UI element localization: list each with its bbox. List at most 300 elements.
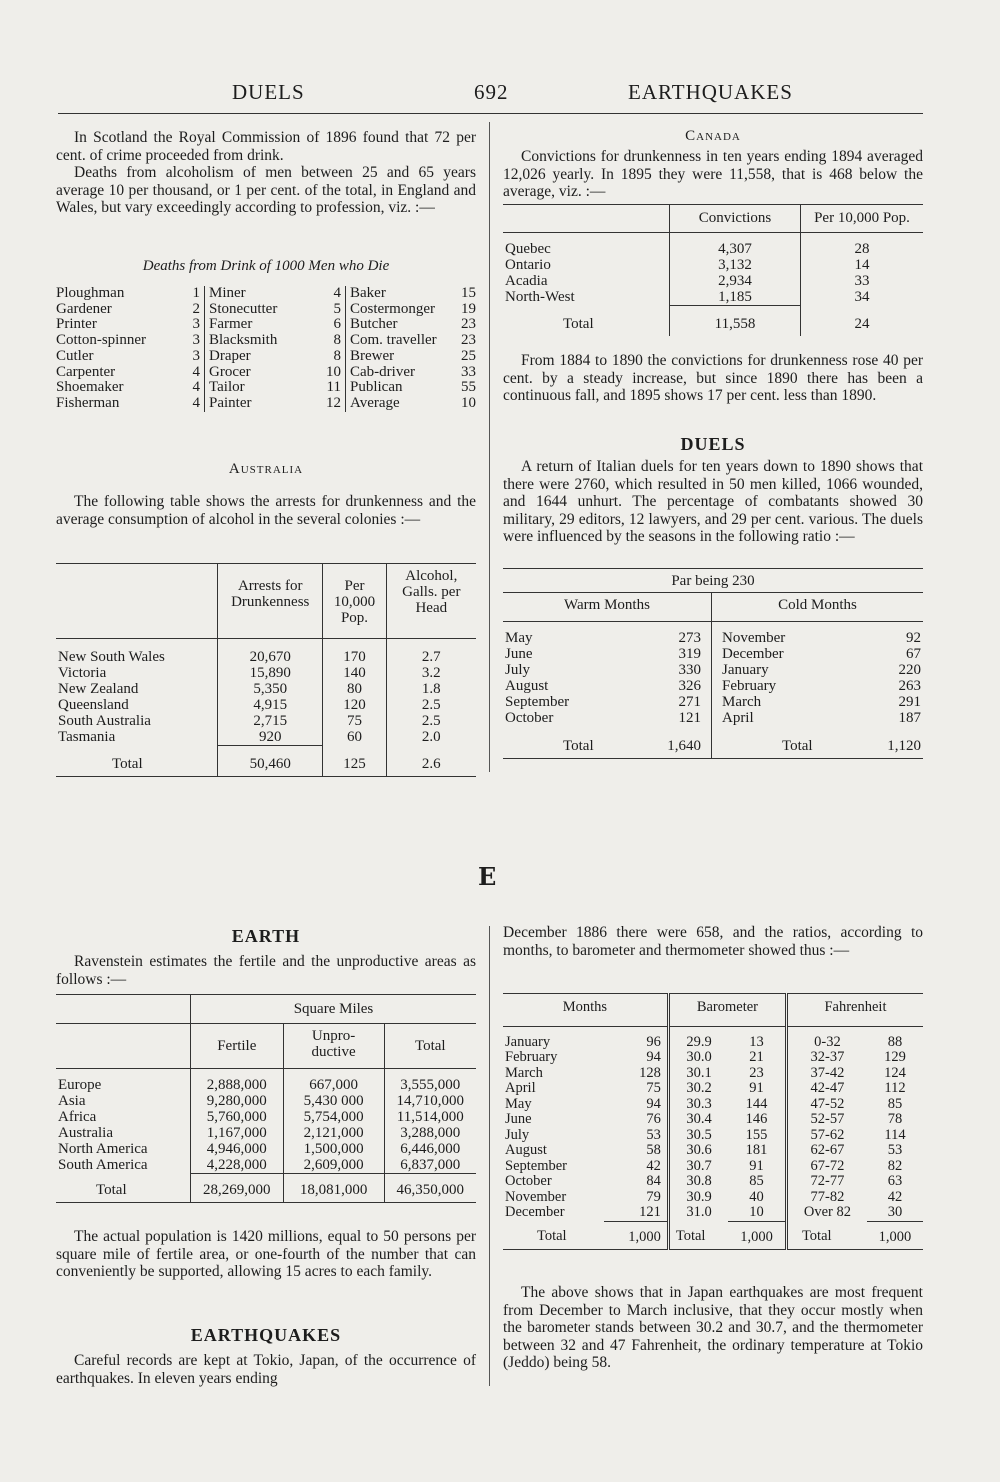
eq-fahrenheit: 37-42	[786, 1066, 866, 1082]
eq-month: February	[505, 1049, 558, 1065]
deaths-row	[209, 380, 341, 396]
deaths-occupation: Average	[350, 394, 400, 411]
canada-per10000: 34	[801, 289, 924, 306]
eq-fahrenheit: 67-72	[786, 1159, 866, 1175]
deaths-row	[56, 317, 200, 333]
eq-month-count: 53	[646, 1126, 661, 1143]
deaths-occupation: Printer	[56, 316, 97, 333]
duels-cold-month: December	[711, 646, 866, 662]
aus-total-label: Total	[112, 755, 143, 772]
earth-fertile: 9,280,000	[191, 1093, 284, 1109]
deaths-row	[56, 333, 200, 349]
canada-after	[503, 352, 923, 405]
earthquakes-cont	[503, 924, 923, 959]
earth-fertile: 4,946,000	[191, 1141, 284, 1157]
deaths-value: 4	[192, 363, 200, 380]
deaths-column	[204, 286, 345, 412]
deaths-occupation: Publican	[350, 379, 403, 396]
earth-col-unproductive: Unpro-ductive	[283, 1024, 384, 1069]
eq-month: January	[505, 1033, 551, 1050]
deaths-value: 8	[333, 347, 341, 364]
eq-barometer: 30.1	[668, 1066, 728, 1082]
eq-total-baro: 1,000	[728, 1221, 786, 1250]
eq-fahrenheit: 0-32	[786, 1026, 866, 1050]
aus-per10000: 60	[323, 729, 386, 746]
aus-row	[56, 639, 476, 666]
deaths-value: 4	[333, 285, 341, 301]
deaths-row	[56, 380, 200, 396]
aus-colony: South Australia	[58, 713, 151, 729]
eq-fahrenheit: 72-77	[786, 1174, 866, 1190]
eq-barometer-count: 144	[745, 1095, 768, 1112]
eq-month-count: 128	[639, 1064, 661, 1081]
eq-barometer: 30.5	[668, 1128, 728, 1144]
deaths-row	[350, 286, 476, 302]
duels-warm: Warm Months	[564, 597, 650, 613]
eq-fahrenheit: 52-57	[786, 1112, 866, 1128]
earth-intro	[56, 953, 476, 988]
deaths-value: 23	[461, 332, 476, 349]
duels-heading: DUELS	[680, 434, 746, 454]
earth-continent: Europe	[58, 1077, 102, 1093]
canada-heading: Canada	[685, 128, 741, 144]
eq-total-label-baro: Total	[668, 1221, 728, 1250]
earthquakes-text-body: Careful records are kept at Tokio, Japan, of the occurrence of earthquakes. In eleven years ending	[56, 1352, 476, 1387]
canada-province: Ontario	[505, 257, 551, 273]
canada-per10000: 28	[801, 233, 924, 258]
eq-total-label-months: Total	[537, 1228, 567, 1244]
aus-row	[56, 681, 476, 697]
page-number: 692	[474, 80, 509, 104]
deaths-occupation: Butcher	[350, 316, 398, 333]
duels-total-warm: 1,640	[667, 738, 701, 754]
deaths-row	[209, 365, 341, 381]
earth-total: 3,555,000	[384, 1069, 476, 1094]
deaths-occupation: Painter	[209, 394, 252, 411]
earth-unproductive: 5,754,000	[283, 1109, 384, 1125]
eq-month-count: 42	[646, 1157, 661, 1174]
eq-fahrenheit-count: 129	[884, 1049, 906, 1065]
eq-barometer: 29.9	[668, 1026, 728, 1050]
eq-month: December	[505, 1204, 565, 1220]
deaths-value: 12	[326, 394, 341, 411]
earth-group: Square Miles	[191, 995, 477, 1024]
deaths-value: 11	[326, 379, 341, 396]
deaths-occupation: Grocer	[209, 363, 251, 380]
deaths-occupation: Com. traveller	[350, 332, 437, 349]
deaths-value: 55	[461, 379, 476, 396]
earth-heading: EARTH	[231, 926, 301, 946]
earth-continent: Asia	[58, 1093, 86, 1109]
canada-convictions: 3,132	[670, 257, 801, 273]
deaths-row	[350, 380, 476, 396]
aus-row	[56, 665, 476, 681]
canada-convictions: 1,185	[670, 289, 801, 306]
canada-row	[503, 289, 923, 306]
earth-continent: Africa	[58, 1109, 97, 1125]
duels-row	[503, 694, 923, 710]
aus-arrests: 5,350	[218, 681, 323, 697]
deaths-value: 1	[192, 285, 200, 301]
deaths-occupation: Cutler	[56, 347, 94, 364]
aus-alcohol: 3.2	[386, 665, 476, 681]
aus-alcohol: 1.8	[386, 681, 476, 697]
aus-col-alcohol: Alcohol, Galls. per Head	[386, 564, 476, 639]
eq-barometer-count: 181	[745, 1142, 768, 1158]
eq-row	[503, 1128, 923, 1144]
deaths-occupation: Shoemaker	[56, 379, 124, 396]
deaths-occupation: Costermonger	[350, 300, 435, 317]
duels-warm-month: June	[505, 646, 533, 662]
eq-month: November	[505, 1188, 567, 1205]
eq-fahrenheit: 57-62	[786, 1128, 866, 1144]
eq-total-fahr: 1,000	[867, 1221, 923, 1250]
deaths-row	[56, 349, 200, 365]
canada-total-row	[503, 306, 923, 337]
duels-total-row	[503, 726, 923, 759]
duels-warm-value: 273	[678, 630, 701, 646]
earth-unproductive: 5,430 000	[283, 1093, 384, 1109]
earth-unproductive: 667,000	[283, 1069, 384, 1094]
australia-intro	[56, 493, 476, 528]
aus-arrests: 15,890	[218, 665, 323, 681]
earth-row	[56, 1125, 476, 1141]
earth-table	[56, 994, 476, 1203]
earth-total: 6,446,000	[384, 1141, 476, 1157]
earth-total: 11,514,000	[384, 1109, 476, 1125]
duels-cold: Cold Months	[711, 593, 923, 622]
eq-barometer-count: 21	[749, 1049, 764, 1065]
duels-cold-month: April	[711, 710, 866, 726]
eq-fahrenheit-count: 42	[887, 1188, 903, 1205]
deaths-value: 4	[192, 394, 200, 411]
deaths-value: 25	[461, 347, 476, 364]
deaths-value: 10	[326, 363, 341, 380]
eq-barometer: 30.7	[668, 1159, 728, 1175]
eq-month-count: 94	[646, 1095, 661, 1112]
eq-barometer: 30.2	[668, 1081, 728, 1097]
column-divider-bottom	[489, 926, 490, 1386]
eq-fahrenheit-count: 114	[884, 1126, 906, 1143]
eq-col-months: Months	[562, 999, 608, 1015]
duels-text	[503, 458, 923, 546]
canada-total-convictions: 11,558	[670, 306, 801, 337]
canada-row	[503, 233, 923, 258]
eq-month: September	[505, 1157, 568, 1174]
aus-colony: New Zealand	[58, 681, 139, 697]
earthquakes-cont-text: December 1886 there were 658, and the ratios, according to months, to barometer and thermometer showed thus :—	[503, 924, 923, 959]
earth-continent: Australia	[58, 1125, 113, 1141]
deaths-row	[56, 365, 200, 381]
deaths-title: Deaths from Drink of 1000 Men who Die	[142, 258, 390, 274]
eq-row	[503, 1190, 923, 1206]
eq-barometer-count: 146	[745, 1111, 768, 1127]
earth-continent: North America	[58, 1141, 148, 1157]
earth-fertile: 1,167,000	[191, 1125, 284, 1141]
deaths-row	[56, 286, 200, 302]
earth-after	[56, 1228, 476, 1281]
duels-row	[503, 622, 923, 647]
eq-fahrenheit: 62-67	[786, 1143, 866, 1159]
duels-warm-value: 319	[678, 646, 701, 662]
header-rule	[58, 113, 923, 114]
eq-barometer-count: 91	[749, 1157, 764, 1174]
eq-row	[503, 1050, 923, 1066]
deaths-value: 4	[192, 379, 200, 396]
canada-total-label: Total	[563, 315, 594, 332]
earth-fertile: 2,888,000	[191, 1069, 284, 1094]
earth-fertile: 4,228,000	[191, 1157, 284, 1174]
aus-arrests: 2,715	[218, 713, 323, 729]
earth-total-unproductive: 18,081,000	[283, 1174, 384, 1203]
earth-unproductive: 1,500,000	[283, 1141, 384, 1157]
aus-row	[56, 697, 476, 713]
eq-month: October	[505, 1173, 552, 1189]
aus-total-arrests: 50,460	[218, 746, 323, 777]
aus-arrests: 920	[218, 729, 323, 746]
eq-month: May	[505, 1095, 532, 1112]
earth-total: 14,710,000	[384, 1093, 476, 1109]
deaths-row	[209, 349, 341, 365]
earth-after-text: The actual population is 1420 millions, equal to 50 persons per square mile of fertile area, or one-fourth of the number that can conveniently be supported, allowing 15 acres to each family.	[56, 1228, 476, 1280]
deaths-occupation: Stonecutter	[209, 300, 278, 317]
deaths-occupation: Carpenter	[56, 363, 116, 380]
deaths-column	[345, 286, 480, 412]
eq-month: March	[505, 1064, 543, 1081]
deaths-occupation: Ploughman	[56, 285, 125, 301]
canada-after-text: From 1884 to 1890 the convictions for drunkenness rose 40 per cent. by a steady increase, but since 1890 there has been a continuous fall, and 1895 shows 17 per cent. less than 1890.	[503, 352, 923, 404]
deaths-row	[209, 333, 341, 349]
aus-alcohol: 2.0	[386, 729, 476, 746]
eq-fahrenheit: 47-52	[786, 1097, 866, 1113]
duels-cold-month: November	[711, 622, 866, 647]
canada-intro-text: Convictions for drunkenness in ten years ending 1894 averaged 12,026 yearly. In 1895 they were 11,558, that is 468 below the average, viz. :—	[503, 148, 923, 200]
aus-colony: New South Wales	[58, 649, 165, 665]
earth-col-fertile: Fertile	[191, 1024, 284, 1069]
deaths-value: 6	[333, 316, 341, 333]
eq-barometer-count: 155	[745, 1126, 768, 1143]
earthquakes-table	[503, 993, 923, 1250]
aus-colony: Victoria	[58, 665, 107, 681]
duels-cold-month: January	[711, 662, 866, 678]
eq-row	[503, 1205, 923, 1221]
earth-unproductive: 2,121,000	[283, 1125, 384, 1141]
eq-fahrenheit-count: 63	[887, 1173, 903, 1189]
deaths-occupation: Cotton-spinner	[56, 332, 146, 349]
deaths-column	[56, 286, 204, 412]
deaths-row	[350, 349, 476, 365]
aus-per10000: 80	[323, 681, 386, 697]
aus-alcohol: 2.7	[386, 639, 476, 666]
duels-cold-value: 220	[898, 662, 921, 678]
eq-row	[503, 1159, 923, 1175]
earth-row	[56, 1093, 476, 1109]
deaths-value: 15	[461, 285, 476, 301]
duels-cold-value: 291	[898, 694, 921, 710]
duels-warm-month: October	[505, 710, 554, 726]
deaths-row	[209, 286, 341, 302]
deaths-occupation: Fisherman	[56, 394, 120, 411]
eq-row	[503, 1081, 923, 1097]
deaths-row	[209, 396, 341, 412]
earth-row	[56, 1157, 476, 1174]
eq-fahrenheit-count: 85	[887, 1095, 903, 1112]
earth-total-fertile: 28,269,000	[191, 1174, 284, 1203]
deaths-occupation: Tailor	[209, 379, 245, 396]
deaths-occupation: Brewer	[350, 347, 395, 364]
eq-month: August	[505, 1142, 547, 1158]
eq-month: July	[505, 1126, 530, 1143]
duels-warm-month: August	[505, 678, 549, 694]
eq-fahrenheit-count: 30	[887, 1204, 903, 1220]
aus-per10000: 170	[323, 639, 386, 666]
deaths-occupation: Blacksmith	[209, 332, 278, 349]
duels-cold-value: 187	[898, 710, 921, 726]
alcoholism-paragraph: Deaths from alcoholism of men between 25 and 65 years average 10 per thousand, or 1 per cent. of the total, in England and Wales, but vary exceedingly according to profession, viz. :—	[56, 164, 476, 216]
deaths-occupation: Baker	[350, 285, 386, 301]
eq-month-count: 76	[646, 1111, 661, 1127]
left-column-top	[56, 129, 476, 217]
aus-per10000: 140	[323, 665, 386, 681]
earth-fertile: 5,760,000	[191, 1109, 284, 1125]
canada-province: Quebec	[505, 241, 551, 257]
earth-unproductive: 2,609,000	[283, 1157, 384, 1174]
eq-fahrenheit-count: 124	[884, 1064, 906, 1081]
duels-par: Par being 230	[671, 573, 755, 589]
deaths-table	[56, 286, 480, 412]
eq-barometer-count: 91	[749, 1080, 764, 1096]
canada-convictions: 4,307	[670, 233, 801, 258]
aus-alcohol: 2.5	[386, 713, 476, 729]
aus-col-per10000: Per 10,000 Pop.	[323, 564, 386, 639]
aus-row	[56, 713, 476, 729]
eq-month: June	[505, 1111, 532, 1127]
duels-row	[503, 646, 923, 662]
eq-month-count: 75	[646, 1080, 661, 1096]
eq-month-count: 121	[639, 1204, 661, 1220]
deaths-row	[350, 317, 476, 333]
canada-total-per10000: 24	[801, 306, 924, 337]
deaths-value: 8	[333, 332, 341, 349]
eq-month-count: 58	[646, 1142, 661, 1158]
earth-row	[56, 1109, 476, 1125]
eq-fahrenheit: 32-37	[786, 1050, 866, 1066]
canada-province: Acadia	[505, 273, 548, 289]
canada-col-per10000: Per 10,000 Pop.	[801, 205, 924, 233]
earth-total-label: Total	[96, 1181, 127, 1198]
eq-row	[503, 1143, 923, 1159]
earth-continent: South America	[58, 1157, 148, 1173]
eq-col-fahrenheit: Fahrenheit	[786, 994, 923, 1027]
canada-row	[503, 273, 923, 289]
duels-cold-value: 92	[906, 630, 921, 646]
scotland-paragraph: In Scotland the Royal Commission of 1896 found that 72 per cent. of crime proceeded from drink.	[56, 129, 476, 164]
duels-warm-value: 271	[678, 694, 701, 710]
earthquakes-heading: EARTHQUAKES	[190, 1325, 342, 1345]
earth-total: 6,837,000	[384, 1157, 476, 1174]
deaths-value: 3	[192, 347, 200, 364]
aus-col-arrests: Arrests for Drunkenness	[218, 564, 323, 639]
eq-row	[503, 1066, 923, 1082]
eq-total-row	[503, 1221, 923, 1250]
earth-total: 3,288,000	[384, 1125, 476, 1141]
eq-col-barometer: Barometer	[668, 994, 786, 1027]
duels-warm-value: 330	[678, 662, 701, 678]
deaths-row	[350, 333, 476, 349]
eq-fahrenheit-count: 53	[887, 1142, 903, 1158]
earthquakes-after	[503, 1284, 923, 1372]
canada-province: North-West	[505, 289, 575, 305]
deaths-row	[350, 396, 476, 412]
deaths-occupation: Miner	[209, 285, 246, 301]
deaths-row	[350, 302, 476, 318]
duels-warm-value: 326	[678, 678, 701, 694]
deaths-value: 23	[461, 316, 476, 333]
deaths-row	[56, 396, 200, 412]
aus-arrests: 4,915	[218, 697, 323, 713]
duels-warm-month: July	[505, 662, 531, 678]
duels-row	[503, 710, 923, 726]
eq-barometer: 30.4	[668, 1112, 728, 1128]
eq-row	[503, 1026, 923, 1050]
deaths-value: 19	[461, 300, 476, 317]
eq-barometer: 30.3	[668, 1097, 728, 1113]
duels-table	[503, 568, 923, 759]
eq-month: April	[505, 1080, 536, 1096]
duels-cold-month: March	[711, 694, 866, 710]
earth-intro-text: Ravenstein estimates the fertile and the unproductive areas as follows :—	[56, 953, 476, 988]
eq-fahrenheit-count: 78	[887, 1111, 903, 1127]
australia-table	[56, 563, 476, 777]
eq-total-label-fahr: Total	[786, 1221, 866, 1250]
duels-cold-month: February	[711, 678, 866, 694]
aus-total-per10000: 125	[323, 746, 386, 777]
deaths-row	[209, 302, 341, 318]
canada-intro	[503, 148, 923, 201]
duels-cold-value: 263	[898, 678, 921, 694]
canada-table	[503, 204, 923, 336]
canada-convictions: 2,934	[670, 273, 801, 289]
eq-fahrenheit-count: 88	[887, 1033, 903, 1050]
earthquakes-after-text: The above shows that in Japan earthquakes are most frequent from December to March inclusive, that they occur mostly when the barometer stands between 30.2 and 30.7, and the thermometer between 32 and 47 Fahrenheit, the ordinary temperature at Tokio (Jeddo) being 58.	[503, 1284, 923, 1371]
aus-per10000: 75	[323, 713, 386, 729]
aus-per10000: 120	[323, 697, 386, 713]
earth-total-total: 46,350,000	[384, 1174, 476, 1203]
duels-total-warm-label: Total	[563, 738, 594, 754]
eq-barometer: 31.0	[668, 1205, 728, 1221]
earthquakes-text	[56, 1352, 476, 1387]
deaths-row	[209, 317, 341, 333]
eq-row	[503, 1097, 923, 1113]
eq-barometer-count: 23	[749, 1064, 764, 1081]
eq-fahrenheit-count: 112	[884, 1080, 906, 1096]
canada-row	[503, 257, 923, 273]
aus-alcohol: 2.5	[386, 697, 476, 713]
deaths-occupation: Cab-driver	[350, 363, 415, 380]
running-head-right: EARTHQUAKES	[628, 80, 793, 104]
eq-barometer: 30.0	[668, 1050, 728, 1066]
eq-barometer-count: 40	[749, 1188, 764, 1205]
duels-cold-value: 67	[906, 646, 921, 662]
eq-barometer-count: 13	[749, 1033, 764, 1050]
column-divider-top	[489, 122, 490, 772]
deaths-row	[56, 302, 200, 318]
duels-warm-value: 121	[678, 710, 701, 726]
aus-total-row	[56, 746, 476, 777]
duels-row	[503, 678, 923, 694]
duels-text-body: A return of Italian duels for ten years down to 1890 shows that there were 2760, which resulted in 50 men killed, 1066 wounded, and 1644 unhurt. The percentage of combatants showed 30 military, 29 editors, 12 lawyers, and 29 per cent. various. The duels were influenced by the seasons in the following ratio :—	[503, 458, 923, 545]
earth-total-row	[56, 1174, 476, 1203]
